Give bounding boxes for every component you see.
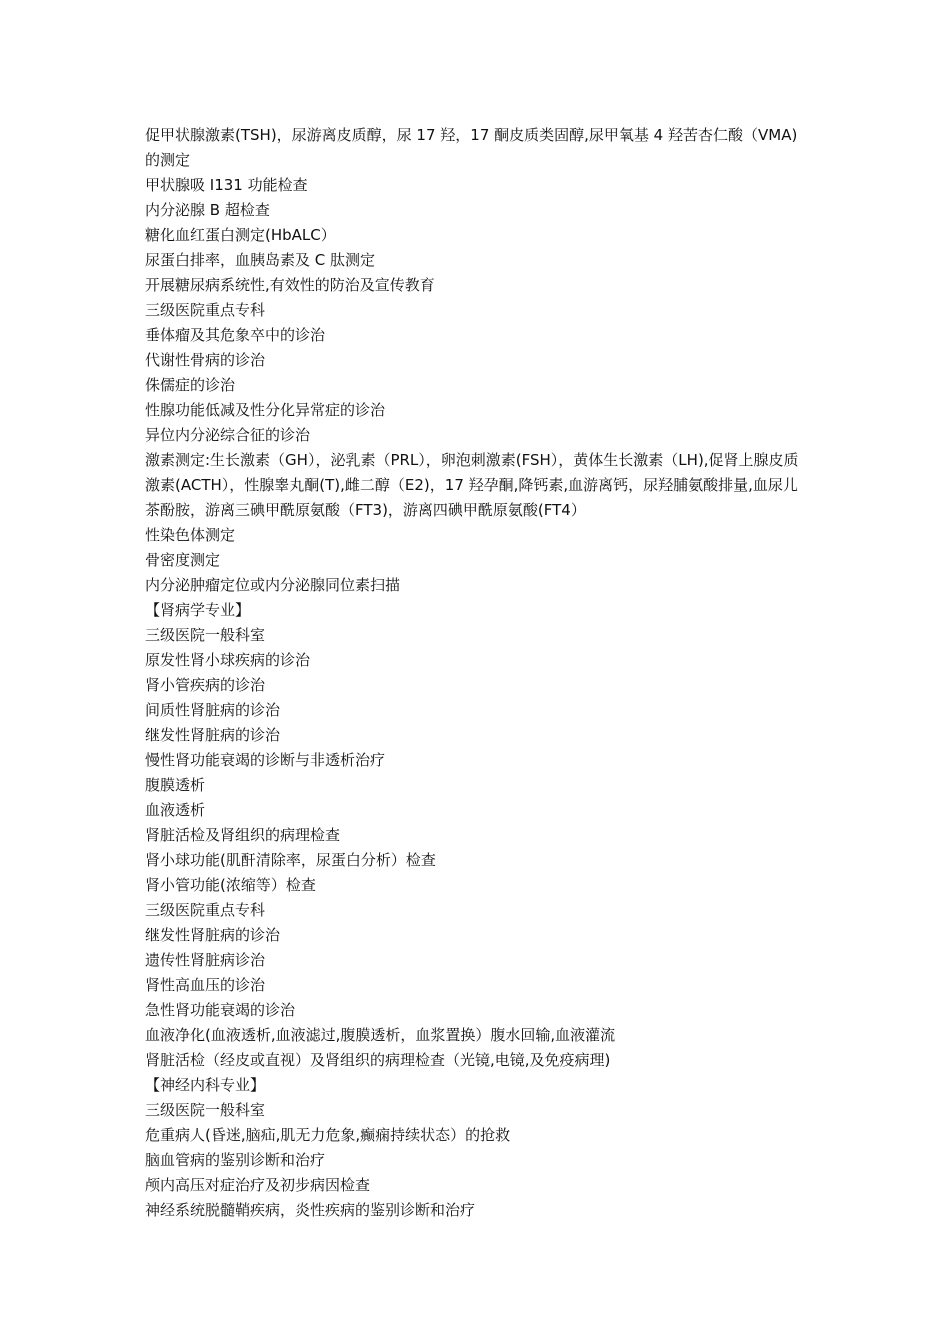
document-paragraph: 代谢性骨病的诊治 (145, 351, 266, 369)
document-paragraph: 侏儒症的诊治 (145, 376, 236, 394)
document-paragraph: 开展糖尿病系统性,有效性的防治及宣传教育 (145, 276, 435, 294)
document-paragraph: 危重病人(昏迷,脑疝,肌无力危象,癫痫持续状态）的抢救 (145, 1126, 511, 1144)
document-paragraph: 【神经内科专业】 (145, 1076, 266, 1094)
document-paragraph: 肾性高血压的诊治 (145, 976, 266, 994)
document-paragraph: 原发性肾小球疾病的诊治 (145, 651, 311, 669)
document-paragraph: 内分泌肿瘤定位或内分泌腺同位素扫描 (145, 576, 401, 594)
document-paragraph: 继发性肾脏病的诊治 (145, 726, 281, 744)
document-paragraph: 血液净化(血液透析,血液滤过,腹膜透析，血浆置换）腹水回输,血液灌流 (145, 1026, 616, 1044)
document-paragraph: 三级医院一般科室 (145, 626, 266, 644)
document-paragraph: 脑血管病的鉴别诊断和治疗 (145, 1151, 326, 1169)
document-paragraph: 腹膜透析 (145, 776, 206, 794)
document-paragraph: 三级医院重点专科 (145, 301, 266, 319)
document-body (145, 123, 810, 1223)
document-paragraph: 间质性肾脏病的诊治 (145, 701, 281, 719)
document-paragraph: 性腺功能低减及性分化异常症的诊治 (145, 401, 386, 419)
document-paragraph: 【肾病学专业】 (145, 601, 251, 619)
document-paragraph: 垂体瘤及其危象卒中的诊治 (145, 326, 326, 344)
document-paragraph: 骨密度测定 (145, 551, 221, 569)
document-paragraph: 内分泌腺 B 超检查 (145, 201, 270, 219)
document-paragraph: 遗传性肾脏病诊治 (145, 951, 266, 969)
document-paragraph: 慢性肾功能衰竭的诊断与非透析治疗 (145, 751, 386, 769)
document-paragraph: 肾脏活检（经皮或直视）及肾组织的病理检查（光镜,电镜,及免疫病理) (145, 1051, 611, 1069)
document-paragraph: 肾脏活检及肾组织的病理检查 (145, 826, 341, 844)
document-paragraph: 肾小管疾病的诊治 (145, 676, 266, 694)
document-paragraph: 促甲状腺激素(TSH)，尿游离皮质醇，尿 17 羟，17 酮皮质类固醇,尿甲氧基 4 羟苦杏仁酸（VMA)的测定 (145, 126, 798, 169)
document-paragraph: 三级医院一般科室 (145, 1101, 266, 1119)
document-paragraph: 异位内分泌综合征的诊治 (145, 426, 311, 444)
document-paragraph: 神经系统脱髓鞘疾病，炎性疾病的鉴别诊断和治疗 (145, 1201, 476, 1219)
document-paragraph: 尿蛋白排率，血胰岛素及 C 肽测定 (145, 251, 376, 269)
document-paragraph: 三级医院重点专科 (145, 901, 266, 919)
document-paragraph: 糖化血红蛋白测定(HbALC） (145, 226, 336, 244)
document-paragraph: 甲状腺吸 I131 功能检查 (145, 176, 308, 194)
document-paragraph: 急性肾功能衰竭的诊治 (145, 1001, 296, 1019)
document-paragraph: 性染色体测定 (145, 526, 236, 544)
document-paragraph: 继发性肾脏病的诊治 (145, 926, 281, 944)
document-paragraph: 激素测定:生长激素（GH），泌乳素（PRL），卵泡刺激素(FSH），黄体生长激素（LH),促肾上腺皮质激素(ACTH），性腺睾丸酮(T),雌二醇（E2)，17 羟孕酮,降钙素,血游离钙，尿羟脯氨酸排量,血尿儿茶酚胺，游离三碘甲酰原氨酸（FT3)，游离四碘甲酰原氨酸(FT4） (145, 451, 799, 519)
document-paragraph: 血液透析 (145, 801, 206, 819)
document-paragraph: 肾小管功能(浓缩等）检查 (145, 876, 316, 894)
document-paragraph: 颅内高压对症治疗及初步病因检查 (145, 1176, 371, 1194)
document-paragraph: 肾小球功能(肌酐清除率，尿蛋白分析）检查 (145, 851, 436, 869)
